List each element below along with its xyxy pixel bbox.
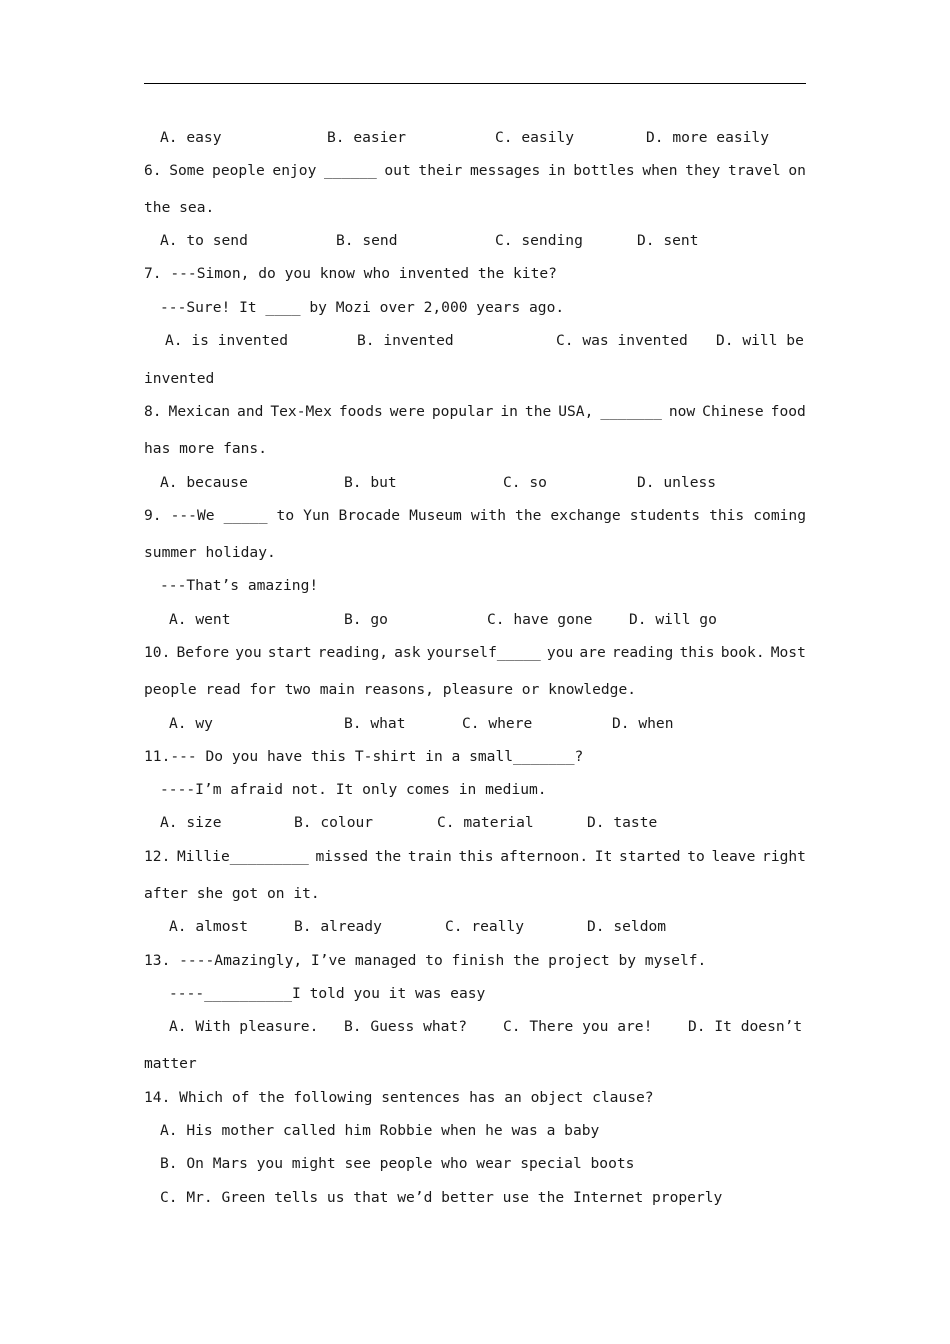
word: 8. — [144, 403, 162, 420]
q7-option-a: A. is invented — [165, 332, 289, 349]
q12-question-line — [144, 848, 806, 866]
q10-option-a: A. wy — [169, 715, 213, 732]
word: you — [235, 644, 262, 661]
q9-option-a: A. went — [169, 611, 231, 628]
q6-question-line — [144, 162, 806, 180]
word: and — [237, 403, 264, 420]
word: Most — [770, 644, 806, 661]
word: right — [762, 848, 806, 865]
q8-option-b: B. but — [344, 474, 397, 491]
q7-option-c: C. was invented — [556, 332, 688, 349]
header-rule — [144, 83, 806, 84]
word: in — [500, 403, 518, 420]
word: ask — [394, 644, 421, 661]
word: afternoon. — [500, 848, 589, 865]
q9-option-c: C. have gone — [487, 611, 593, 628]
q5-option-a: A. easy — [160, 129, 222, 146]
word: out — [384, 162, 411, 179]
word: now — [668, 403, 696, 420]
q14-option-c: C. Mr. Green tells us that we’d better use the Internet properly — [160, 1189, 723, 1206]
q5-option-b: B. easier — [327, 129, 407, 146]
word: coming — [753, 507, 806, 524]
q8-question-line — [144, 403, 806, 421]
blank: ______ — [324, 162, 377, 179]
word: on — [788, 162, 806, 179]
q13-option-c: C. There you are! — [503, 1018, 653, 1035]
word: Chinese — [702, 403, 764, 420]
word: this — [458, 848, 494, 865]
word: exchange — [550, 507, 621, 524]
q6-option-a: A. to send — [160, 232, 248, 249]
q8-option-c: C. so — [503, 474, 547, 491]
q11-option-a: A. size — [160, 814, 222, 831]
word: 6. — [144, 162, 162, 179]
q7-question-line: 7. ---Simon, do you know who invented the kite? — [144, 265, 557, 282]
word: Mexican — [168, 403, 231, 420]
word-with-blank: Millie_________ — [177, 848, 309, 865]
q10-question-line — [144, 644, 806, 662]
word: 12. — [144, 848, 171, 865]
word: with — [470, 507, 506, 524]
q5-option-c: C. easily — [495, 129, 575, 146]
q14-question-line: 14. Which of the following sentences has an object clause? — [144, 1089, 654, 1106]
q13-response-line: ----__________I told you it was easy — [169, 985, 486, 1002]
q13-option-b: B. Guess what? — [344, 1018, 468, 1035]
q6-option-d: D. sent — [637, 232, 699, 249]
word: Before — [176, 644, 230, 661]
q10-option-b: B. what — [344, 715, 406, 732]
q6-option-b: B. send — [336, 232, 398, 249]
word: this — [679, 644, 715, 661]
word: 10. — [144, 644, 171, 661]
word: missed — [315, 848, 369, 865]
word: foods — [338, 403, 383, 420]
q9-option-b: B. go — [344, 611, 388, 628]
q14-option-b: B. On Mars you might see people who wear special boots — [160, 1155, 635, 1172]
word: messages — [470, 162, 541, 179]
q11-option-c: C. material — [437, 814, 534, 831]
word: start — [267, 644, 312, 661]
q8-option-a: A. because — [160, 474, 248, 491]
word: their — [418, 162, 463, 179]
q8-question-cont: has more fans. — [144, 440, 268, 457]
q8-option-d: D. unless — [637, 474, 717, 491]
q12-option-b: B. already — [294, 918, 382, 935]
blank: _______ — [600, 403, 662, 420]
word-with-blank: yourself_____ — [426, 644, 541, 661]
q9-question-line — [144, 507, 806, 525]
word: they — [685, 162, 721, 179]
q9-option-d: D. will go — [629, 611, 717, 628]
blank: _____ — [223, 507, 268, 524]
q7-option-d-cont: invented — [144, 370, 215, 387]
word: in — [547, 162, 566, 179]
word: ---We — [170, 507, 215, 524]
word: are — [579, 644, 606, 661]
q9-response-line: ---That’s amazing! — [160, 577, 319, 594]
word: Yun — [303, 507, 330, 524]
q6-question-cont: the sea. — [144, 199, 215, 216]
word: train — [407, 848, 452, 865]
q13-option-d: D. It doesn’t — [688, 1018, 803, 1035]
q6-option-c: C. sending — [495, 232, 583, 249]
q7-option-b: B. invented — [357, 332, 454, 349]
word: were — [389, 403, 425, 420]
word: this — [709, 507, 745, 524]
word: people — [212, 162, 265, 179]
word: Brocade — [338, 507, 401, 524]
q11-response-line: ----I’m afraid not. It only comes in medium. — [160, 781, 547, 798]
word: you — [546, 644, 574, 661]
word: It — [594, 848, 613, 865]
word: the — [374, 848, 402, 865]
word: students — [629, 507, 701, 524]
word: book. — [720, 644, 765, 661]
word: the — [515, 507, 542, 524]
word: enjoy — [272, 162, 317, 179]
word: travel — [727, 162, 781, 179]
q11-option-d: D. taste — [587, 814, 658, 831]
word: food — [770, 403, 806, 420]
q10-question-cont: people read for two main reasons, pleasure or knowledge. — [144, 681, 637, 698]
word: the — [524, 403, 552, 420]
word: Some — [169, 162, 205, 179]
q12-option-a: A. almost — [169, 918, 249, 935]
word: to — [276, 507, 295, 524]
word: leave — [711, 848, 756, 865]
q13-option-a: A. With pleasure. — [169, 1018, 319, 1035]
word: reading — [611, 644, 674, 661]
word: popular — [431, 403, 494, 420]
q5-option-d: D. more easily — [646, 129, 770, 146]
word: USA, — [558, 403, 594, 420]
word: when — [642, 162, 678, 179]
word: 9. — [144, 507, 162, 524]
q13-question-line: 13. ----Amazingly, I’ve managed to finish the project by myself. — [144, 952, 707, 969]
q9-question-cont: summer holiday. — [144, 544, 276, 561]
word: to — [687, 848, 705, 865]
q14-option-a: A. His mother called him Robbie when he was a baby — [160, 1122, 600, 1139]
q12-option-d: D. seldom — [587, 918, 667, 935]
word: bottles — [573, 162, 635, 179]
q7-answer-line: ---Sure! It ____ by Mozi over 2,000 years ago. — [160, 299, 565, 316]
q7-option-d: D. will be — [716, 332, 804, 349]
q10-option-c: C. where — [462, 715, 533, 732]
word: started — [619, 848, 681, 865]
word: Tex-Mex — [270, 403, 332, 420]
q11-option-b: B. colour — [294, 814, 374, 831]
q11-question-line: 11.--- Do you have this T-shirt in a small_______? — [144, 748, 584, 765]
word: reading, — [317, 644, 389, 661]
word: Museum — [409, 507, 462, 524]
q12-question-cont: after she got on it. — [144, 885, 320, 902]
q10-option-d: D. when — [612, 715, 674, 732]
q12-option-c: C. really — [445, 918, 525, 935]
q13-option-d-cont: matter — [144, 1055, 197, 1072]
